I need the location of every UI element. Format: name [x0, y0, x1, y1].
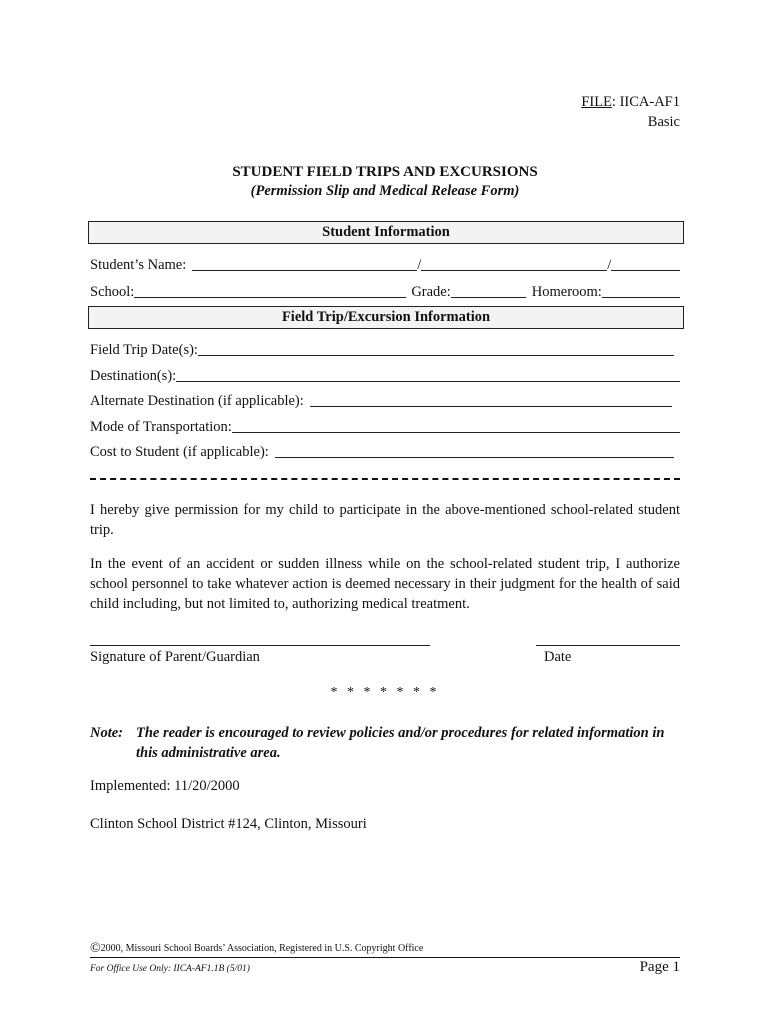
cut-line-divider	[90, 478, 680, 480]
school-row	[90, 281, 680, 301]
alt-destination-row	[90, 390, 672, 410]
signature-date-label: Date	[544, 649, 572, 665]
file-code-line	[581, 92, 680, 112]
student-info-heading: Student Information	[88, 221, 684, 244]
transport-field[interactable]	[232, 418, 680, 433]
school-label: School:	[90, 284, 135, 300]
form-subtitle: (Permission Slip and Medical Release Form)	[250, 183, 520, 199]
destination-row	[90, 365, 680, 385]
alt-destination-field[interactable]	[310, 392, 672, 407]
student-last-name-field[interactable]	[192, 256, 417, 271]
medical-release-statement: In the event of an accident or sudden illness while on the school-related student trip, I authorize school personnel to take whatever action is deemed necessary in their judgment for the health of said child including, but not limited to, authorizing medical treatment.	[90, 556, 680, 612]
parent-signature-field[interactable]	[90, 645, 430, 646]
trip-dates-label: Field Trip Date(s):	[90, 342, 198, 358]
permission-statement: I hereby give permission for my child to participate in the above-mentioned school-related student trip.	[90, 502, 680, 538]
note-text: The reader is encouraged to review policies and/or procedures for related information in this administrative area.	[136, 725, 665, 761]
footer-divider	[90, 957, 680, 958]
transport-label: Mode of Transportation:	[90, 419, 232, 435]
policy-type: Basic	[647, 114, 680, 130]
name-separator: /	[607, 257, 612, 273]
note-block	[90, 723, 680, 763]
homeroom-label: Homeroom:	[531, 284, 602, 300]
file-code: : IICA-AF1	[611, 94, 680, 110]
page-number: Page 1	[639, 959, 680, 975]
homeroom-field[interactable]	[602, 283, 680, 298]
copyright-text: 2000, Missouri School Boards’ Association, Registered in U.S. Copyright Office	[100, 943, 424, 954]
section-separator-stars: * * * * * * *	[330, 685, 440, 700]
implemented-date: Implemented: 11/20/2000	[90, 778, 240, 794]
grade-field[interactable]	[451, 283, 526, 298]
destination-label: Destination(s):	[90, 368, 177, 384]
student-name-row	[90, 254, 680, 274]
transport-row	[90, 416, 680, 436]
cost-row	[90, 441, 674, 461]
trip-dates-row	[90, 339, 674, 359]
file-label: FILE	[581, 94, 612, 110]
grade-label: Grade:	[411, 284, 451, 300]
office-use-code: For Office Use Only: IICA-AF1.1B (5/01)	[90, 964, 250, 974]
copyright-notice	[90, 941, 423, 957]
signature-date-field[interactable]	[536, 645, 680, 646]
form-title: STUDENT FIELD TRIPS AND EXCURSIONS	[232, 164, 538, 180]
name-separator: /	[417, 257, 422, 273]
school-field[interactable]	[134, 283, 406, 298]
cost-field[interactable]	[275, 443, 674, 458]
alt-destination-label: Alternate Destination (if applicable):	[90, 393, 304, 409]
student-middle-initial-field[interactable]	[611, 256, 680, 271]
cost-label: Cost to Student (if applicable):	[90, 444, 269, 460]
file-reference	[581, 92, 680, 132]
parent-signature-label: Signature of Parent/Guardian	[90, 649, 260, 665]
trip-dates-field[interactable]	[198, 341, 674, 356]
note-label: Note:	[90, 725, 124, 741]
student-first-name-field[interactable]	[421, 256, 607, 271]
destination-field[interactable]	[176, 367, 680, 382]
copyright-icon: ©	[90, 941, 101, 956]
student-name-label: Student’s Name:	[90, 257, 187, 273]
trip-info-heading: Field Trip/Excursion Information	[88, 306, 684, 329]
district-name: Clinton School District #124, Clinton, Missouri	[90, 816, 367, 832]
